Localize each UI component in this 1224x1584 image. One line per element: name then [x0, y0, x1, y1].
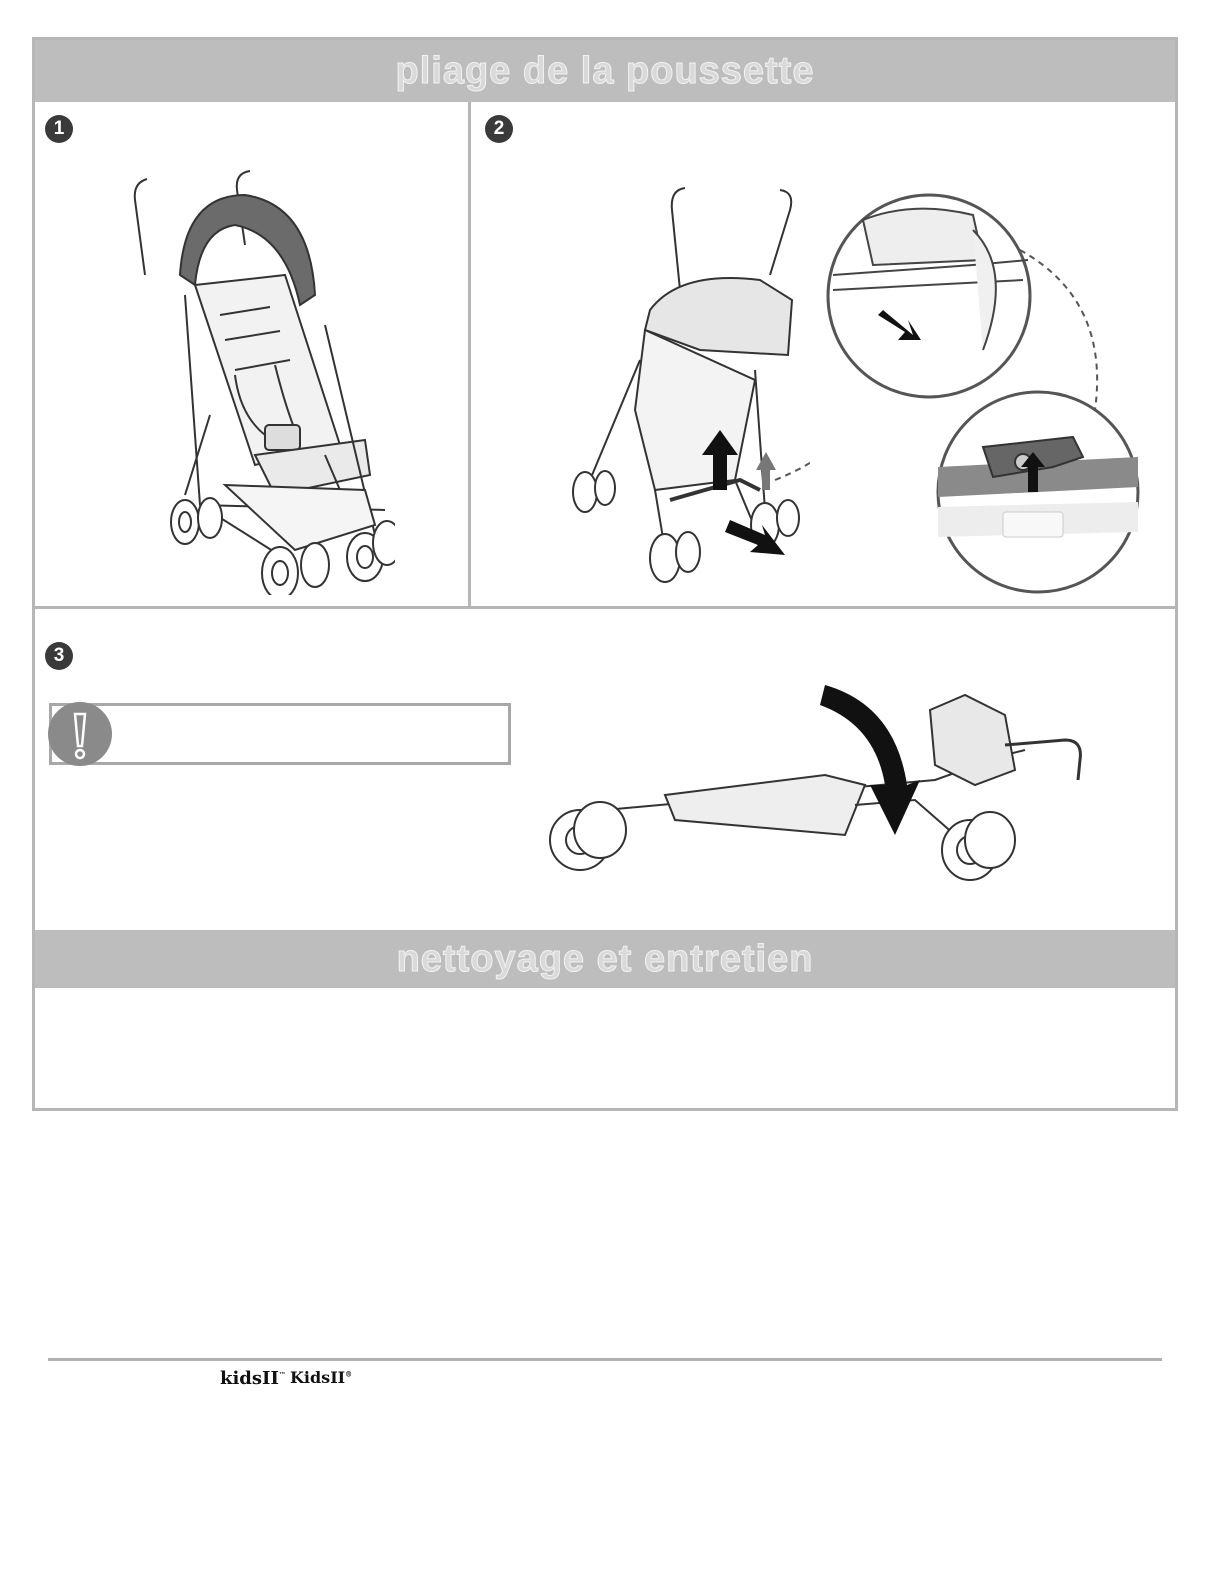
folding-title: pliage de la poussette	[395, 49, 815, 92]
zoom-detail-release	[823, 190, 1035, 402]
warning-box	[49, 703, 511, 765]
section-header-folding	[35, 40, 1175, 102]
divider-column	[468, 102, 471, 606]
instruction-frame	[32, 37, 1178, 1111]
divider-row	[35, 606, 1175, 609]
zoom-detail-latch	[933, 387, 1143, 597]
brand-logo-kidsii: KidsII®	[290, 1368, 353, 1387]
stroller-open-illustration	[125, 155, 395, 595]
step-3-badge: 3	[45, 642, 73, 670]
section-header-cleaning	[35, 930, 1175, 988]
step-2-badge: 2	[485, 115, 513, 143]
exclamation-icon	[48, 702, 112, 766]
cleaning-title: nettoyage et entretien	[396, 937, 814, 980]
step-1-badge: 1	[45, 115, 73, 143]
footer-divider	[48, 1358, 1162, 1361]
brand-logo-kids2: kidsII™	[220, 1368, 286, 1389]
stroller-folded-illustration	[535, 635, 1095, 895]
stroller-unlock-illustration	[530, 180, 810, 590]
